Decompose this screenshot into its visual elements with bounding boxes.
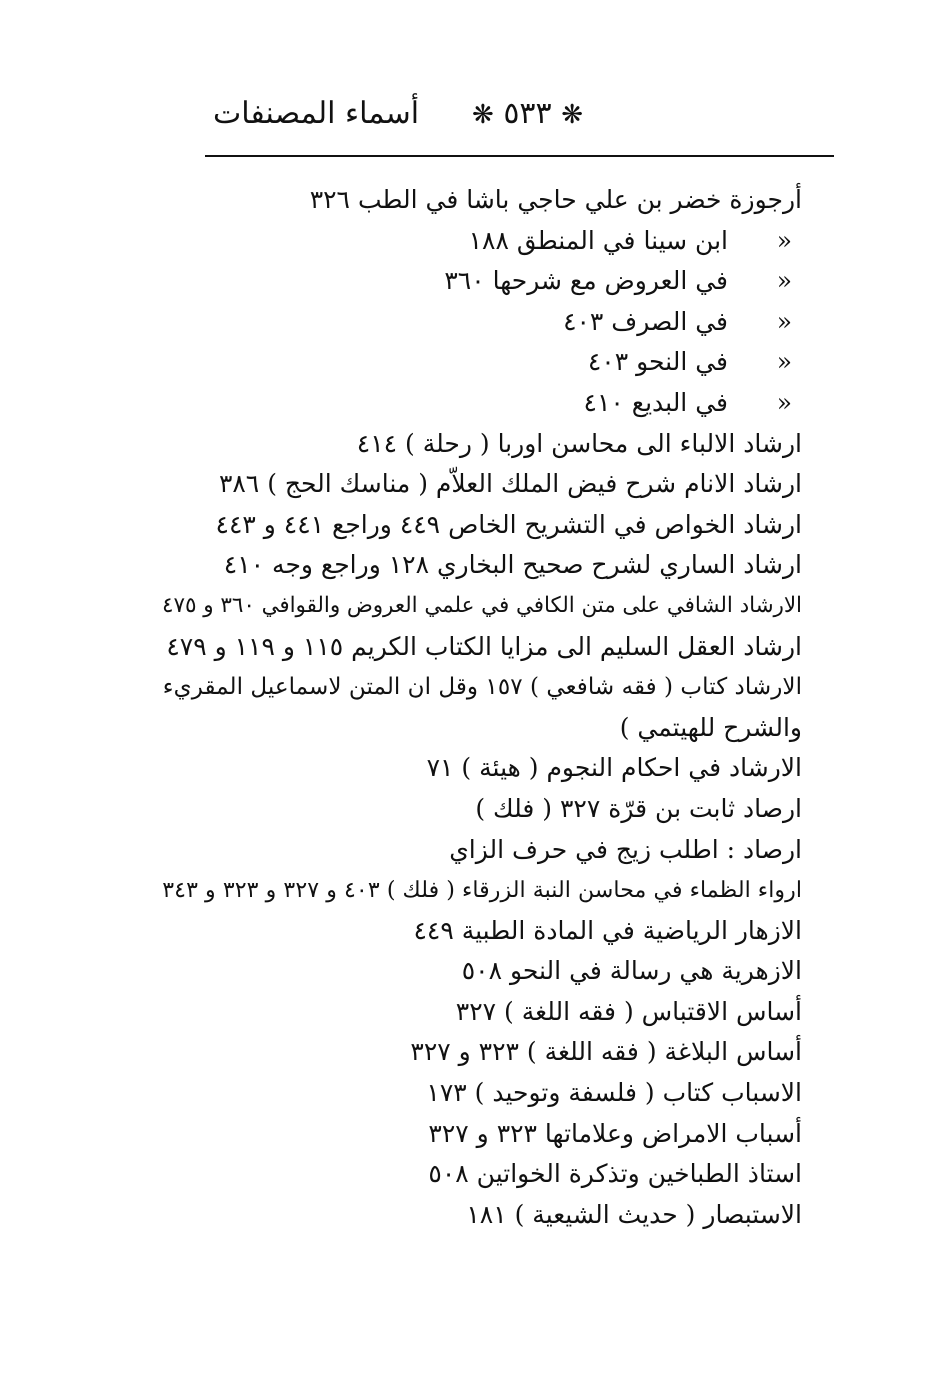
index-entry	[182, 911, 802, 952]
index-entry	[182, 992, 802, 1033]
entry-text: الاستبصار ( حديث الشيعية ) ١٨١	[466, 1199, 802, 1229]
index-entry	[182, 708, 802, 749]
entry-text: الازهرية هي رسالة في النحو ٥٠٨	[461, 956, 802, 986]
page-header	[205, 92, 833, 142]
index-entry	[182, 1195, 802, 1236]
entry-text: ارشاد الساري لشرح صحيح البخاري ١٢٨ وراجع وجه ٤١٠	[223, 550, 802, 580]
running-title: أسماء المصنفات	[213, 96, 420, 131]
index-entry	[182, 302, 802, 343]
entry-text: الارشاد كتاب ( فقه شافعي ) ١٥٧ وقل ان المتن لاسماعيل المقريء	[162, 674, 802, 701]
entry-text: الارشاد الشافي على متن الكافي في علمي العروض والقوافي ٣٦٠ و ٤٧٥	[162, 592, 802, 618]
index-entry	[182, 180, 802, 221]
index-entry	[182, 1073, 802, 1114]
index-entries	[162, 180, 802, 1235]
entry-text: في النحو ٤٠٣	[587, 347, 728, 377]
ditto-mark: «	[776, 225, 792, 255]
index-entry	[182, 464, 802, 505]
ditto-mark: «	[776, 306, 792, 336]
index-entry	[182, 748, 802, 789]
entry-text: في العروض مع شرحها ٣٦٠	[444, 266, 728, 296]
index-entry	[182, 505, 802, 546]
ornament-icon: ❋	[471, 100, 494, 130]
index-entry	[162, 870, 802, 911]
index-entry	[182, 383, 802, 424]
index-entry	[182, 1154, 802, 1195]
index-entry	[182, 1114, 802, 1155]
index-entry	[182, 1032, 802, 1073]
entry-text: ارصاد ثابت بن قرّة ٣٢٧ ( فلك )	[475, 793, 802, 823]
index-entry	[162, 586, 802, 627]
entry-text: أرجوزة خضر بن علي حاجي باشا في الطب ٣٢٦	[309, 185, 802, 214]
entry-text: ابن سينا في المنطق ١٨٨	[468, 225, 728, 255]
index-entry	[182, 951, 802, 992]
index-entry	[166, 627, 802, 668]
index-entry	[182, 261, 802, 302]
entry-text: ارشاد الالباء الى محاسن اوربا ( رحلة ) ٤١٤	[356, 428, 802, 458]
index-entry	[182, 830, 802, 871]
entry-text: ارواء الظماء في محاسن النبة الزرقاء ( فلك ) ٤٠٣ و ٣٢٧ و ٣٢٣ و ٣٤٣	[162, 877, 802, 904]
page-number: ٥٣٣	[503, 96, 552, 131]
ditto-mark: «	[776, 266, 792, 296]
entry-text: ارصاد : اطلب زيج في حرف الزاي	[449, 834, 802, 864]
entry-text: استاذ الطباخين وتذكرة الخواتين ٥٠٨	[428, 1159, 802, 1189]
entry-text: الارشاد في احكام النجوم ( هيئة ) ٧١	[426, 753, 802, 783]
entry-text: في الصرف ٤٠٣	[563, 306, 728, 336]
entry-text: في البديع ٤١٠	[583, 387, 728, 417]
entry-text: ارشاد العقل السليم الى مزايا الكتاب الكريم ١١٥ و ١١٩ و ٤٧٩	[166, 631, 802, 661]
ornament-icon: ❋	[561, 100, 583, 130]
index-entry	[162, 667, 802, 708]
ditto-mark: «	[776, 387, 792, 417]
index-entry	[182, 789, 802, 830]
page-number-group	[472, 96, 583, 131]
entry-text: والشرح للهيتمي )	[619, 712, 802, 742]
entry-text: أسباب الامراض وعلاماتها ٣٢٣ و ٣٢٧	[428, 1118, 802, 1148]
entry-text: أساس البلاغة ( فقه اللغة ) ٣٢٣ و ٣٢٧	[410, 1037, 802, 1067]
entry-text: ارشاد الخواص في التشريح الخاص ٤٤٩ وراجع ٤٤١ و ٤٤٣	[215, 509, 802, 539]
header-rule	[205, 155, 834, 157]
ditto-mark: «	[776, 347, 792, 377]
index-entry	[182, 342, 802, 383]
entry-text: الازهار الرياضية في المادة الطبية ٤٤٩	[413, 915, 802, 945]
index-entry	[182, 424, 802, 465]
entry-text: ارشاد الانام شرح فيض الملك العلاّم ( مناسك الحج ) ٣٨٦	[218, 469, 802, 499]
entry-text: الاسباب كتاب ( فلسفة وتوحيد ) ١٧٣	[426, 1078, 802, 1108]
index-entry	[182, 221, 802, 262]
index-entry	[182, 545, 802, 586]
entry-text: أساس الاقتباس ( فقه اللغة ) ٣٢٧	[455, 996, 802, 1026]
